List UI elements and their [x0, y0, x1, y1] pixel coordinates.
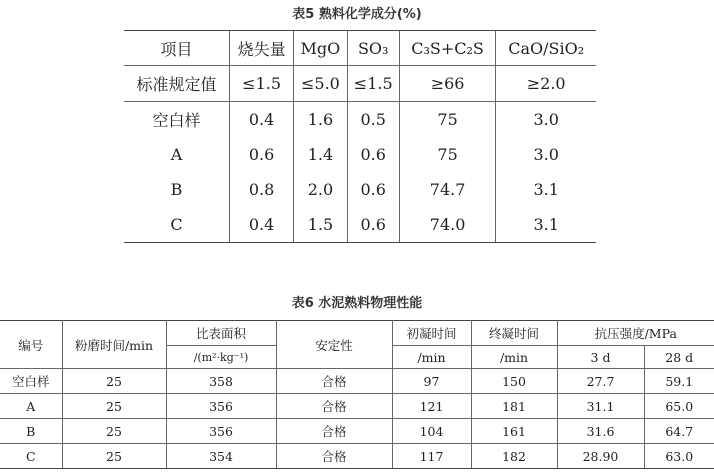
table-cell: 27.7: [557, 369, 644, 394]
table-cell: 0.6: [230, 137, 294, 172]
table-cell: 0.6: [347, 207, 399, 243]
table-cell: C: [0, 444, 62, 469]
table-cell: 0.6: [347, 172, 399, 207]
table6-header-cell: 安定性: [276, 321, 392, 369]
table-row: [0, 369, 714, 394]
table6-header-unit: /min: [392, 346, 471, 369]
table-cell: 3.0: [496, 137, 596, 172]
table-cell: 354: [166, 444, 276, 469]
table-cell: 59.1: [644, 369, 714, 394]
table-cell: 0.6: [347, 137, 399, 172]
table6-header-cell: 3 d: [557, 346, 644, 369]
table-cell: 97: [392, 369, 471, 394]
table-cell: 182: [471, 444, 557, 469]
table6-header-cell: 抗压强度/MPa: [557, 321, 714, 346]
table6-title: 表6 水泥熟料物理性能: [291, 296, 423, 311]
table6-header-cell: 比表面积: [166, 321, 276, 346]
table-cell: 1.6: [294, 102, 347, 138]
table5-header-row: [124, 31, 596, 66]
table-cell: 65.0: [644, 394, 714, 419]
table-cell: 117: [392, 444, 471, 469]
table-cell: 74.0: [399, 207, 496, 243]
table-cell: 358: [166, 369, 276, 394]
table-cell: B: [0, 419, 62, 444]
table6-header-unit: /min: [471, 346, 557, 369]
table-cell: 356: [166, 394, 276, 419]
table-cell: 3.1: [496, 172, 596, 207]
table-cell: 0.8: [230, 172, 294, 207]
table5-clinker-chemical-composition: [124, 30, 596, 243]
table-cell: 75: [399, 137, 496, 172]
table-cell: 28.90: [557, 444, 644, 469]
table-cell: 0.5: [347, 102, 399, 138]
table-cell: 63.0: [644, 444, 714, 469]
table-cell: 74.7: [399, 172, 496, 207]
table6-header-unit: /(m²·kg⁻¹): [166, 346, 276, 369]
table-cell: 31.1: [557, 394, 644, 419]
table-cell: 合格: [276, 444, 392, 469]
table-cell: A: [170, 145, 183, 164]
table-cell: 0.4: [230, 102, 294, 138]
table-cell: 104: [392, 419, 471, 444]
table-cell: ≥2.0: [496, 66, 596, 102]
table-cell: ≤1.5: [347, 66, 399, 102]
table-row: [0, 444, 714, 469]
table-cell: 64.7: [644, 419, 714, 444]
table5-header-cell: SO₃: [347, 31, 399, 66]
table-cell: 合格: [276, 394, 392, 419]
table-cell: 356: [166, 419, 276, 444]
table6-header-row: [0, 321, 714, 346]
table-cell: 空白样: [0, 369, 62, 394]
table6-header-cell: 初凝时间: [392, 321, 471, 346]
table-cell: 合格: [276, 419, 392, 444]
table-cell: B: [170, 180, 183, 199]
table6-header-cell: 28 d: [644, 346, 714, 369]
table-cell: 25: [62, 419, 166, 444]
table-cell: 3.0: [496, 102, 596, 138]
table-cell: 25: [62, 369, 166, 394]
table-row: [0, 394, 714, 419]
table-cell: 标准规定值: [124, 66, 230, 102]
table-row: [124, 102, 596, 138]
table-cell: 空白样: [152, 111, 201, 130]
table5-header-cell: MgO: [294, 31, 347, 66]
table-row: [124, 137, 596, 172]
table5-header-cell: 烧失量: [230, 31, 294, 66]
table6-cement-clinker-physical-properties: [0, 320, 714, 469]
table-cell: 1.4: [294, 137, 347, 172]
table-cell: 2.0: [294, 172, 347, 207]
table-cell: 150: [471, 369, 557, 394]
table5-title: 表5 熟料化学成分(%): [292, 7, 422, 22]
table-cell: 181: [471, 394, 557, 419]
table-cell: 25: [62, 444, 166, 469]
table-row: [124, 207, 596, 243]
table-row: [124, 172, 596, 207]
table-cell: ≤1.5: [230, 66, 294, 102]
table5-header-cell: 项目: [124, 31, 230, 66]
table6-header-cell: 编号: [0, 321, 62, 369]
table-cell: 25: [62, 394, 166, 419]
table6-header-cell: 粉磨时间/min: [62, 321, 166, 369]
table-cell: A: [0, 394, 62, 419]
table-cell: ≤5.0: [294, 66, 347, 102]
table-cell: 1.5: [294, 207, 347, 243]
table-cell: 75: [399, 102, 496, 138]
table-cell: 121: [392, 394, 471, 419]
table5-header-cell: CaO/SiO₂: [496, 31, 596, 66]
table-cell: ≥66: [399, 66, 496, 102]
table-cell: 3.1: [496, 207, 596, 243]
table-cell: 合格: [276, 369, 392, 394]
table-cell: 0.4: [230, 207, 294, 243]
table-cell: C: [124, 207, 230, 243]
table6-header-cell: 终凝时间: [471, 321, 557, 346]
table5-header-cell: C₃S+C₂S: [399, 31, 496, 66]
table-cell: 31.6: [557, 419, 644, 444]
table-row: [0, 419, 714, 444]
table-cell: 161: [471, 419, 557, 444]
table-row: [124, 66, 596, 102]
